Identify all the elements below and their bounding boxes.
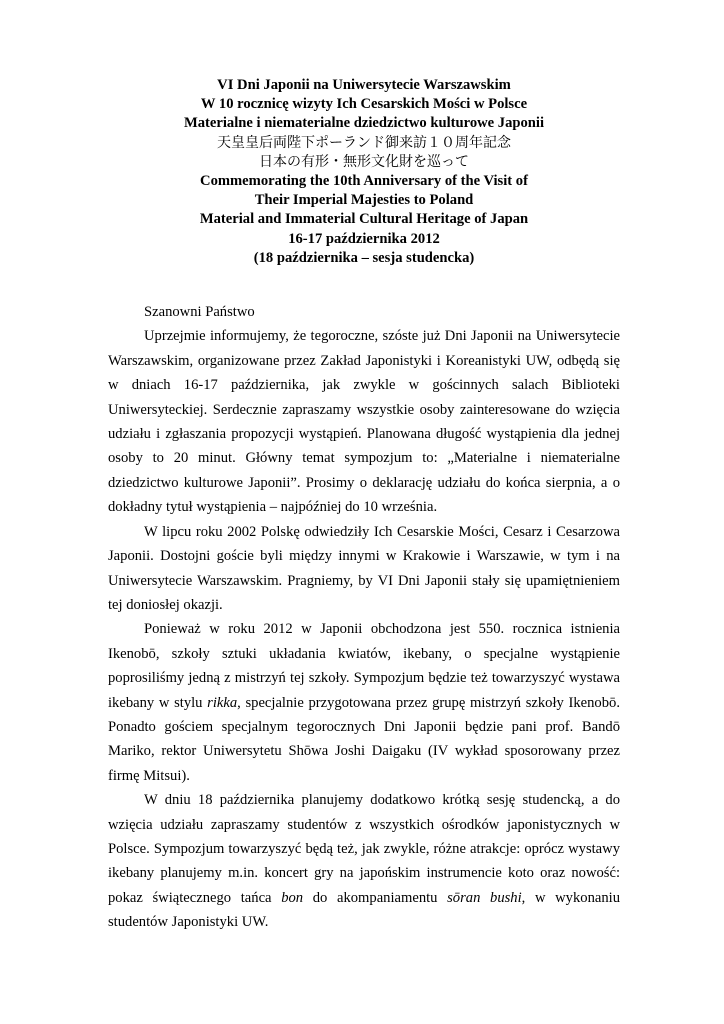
paragraph-ikenobo-text-2: , specjalnie przygotowana przez grupę mistrzyń szkoły Ikenobō. Ponadto gościem specjalnym tegorocznych Dni Japonii będzie pani prof. Bandō Mariko, rektor Uniwersytetu Shōwa Joshi Daigaku (IV wykład sposorowany przez firmę Mitsui). xyxy=(108,694,620,784)
heading-line-anniversary-en-1: Commemorating the 10th Anniversary of the Visit of xyxy=(200,173,528,190)
document-heading xyxy=(108,76,620,268)
heading-line-anniversary-en-2: Their Imperial Majesties to Poland xyxy=(254,192,474,209)
heading-line-event: VI Dni Japonii na Uniwersytecie Warszawskim xyxy=(217,77,511,93)
term-rikka: rikka xyxy=(207,694,238,711)
salutation: Szanowni Państwo xyxy=(144,304,255,321)
term-bon: bon xyxy=(281,889,304,906)
heading-line-theme-pl: Materialne i niematerialne dziedzictwo kulturowe Japonii xyxy=(183,115,545,132)
paragraph-student-text-1: W dniu 18 października planujemy dodatkowo krótką sesję studencką, a do wzięcia udziału zapraszamy studentów z wszystkich ośrodków japonistycznych w Polsce. Sympozjum towarzyszyć będą też, jak zwykle, różne atrakcje: oprócz wystawy ikebany planujemy m.in. koncert gry na japońskim instrumencie koto oraz nowość: pokaz świątecznego tańca xyxy=(108,792,620,906)
paragraph-student-text-3: , w wykonaniu studentów Japonistyki UW. xyxy=(108,889,620,931)
paragraph-student-text-2: do akompaniamentu xyxy=(303,889,448,906)
heading-line-theme-en: Material and Immaterial Cultural Heritage of Japan xyxy=(199,211,529,228)
term-soran-bushi: sōran bushi xyxy=(447,889,522,906)
heading-line-student-session: (18 października – sesja studencka) xyxy=(253,249,475,266)
heading-line-anniversary-pl: W 10 rocznicę wizyty Ich Cesarskich Mości w Polsce xyxy=(200,96,528,113)
paragraph-student-session xyxy=(108,788,620,934)
heading-line-theme-jp: 日本の有形・無形文化財を巡って xyxy=(259,153,469,170)
paragraph-ikenobo xyxy=(108,617,620,788)
paragraph-imperial-visit: W lipcu roku 2002 Polskę odwiedziły Ich Cesarskie Mości, Cesarz i Cesarzowa Japonii. Dostojni goście byli między innymi w Krakowie i Warszawie, w tym i na Uniwersytecie Warszawskim. Pragniemy, by VI Dni Japonii stały się upamiętnieniem tej doniosłej okazji. xyxy=(108,523,620,613)
heading-line-dates: 16-17 października 2012 xyxy=(288,230,440,247)
paragraph-ikenobo-text-1: Ponieważ w roku 2012 w Japonii obchodzona jest 550. rocznica istnienia Ikenobō, szkoły sztuki układania kwiatów, ikebany, o specjalne wystąpienie poprosiliśmy jedną z mistrzyń tej szkoły. Sympozjum będzie też towarzyszyć wystawa ikebany w stylu xyxy=(108,621,620,711)
paragraph-invitation: Uprzejmie informujemy, że tegoroczne, szóste już Dni Japonii na Uniwersytecie Warszawskim, organizowane przez Zakład Japonistyki i Koreanistyki UW, odbędą się w dniach 16-17 października, jak zwykle w gościnnych salach Biblioteki Uniwersyteckiej. Serdecznie zapraszamy wszystkie osoby zainteresowane do wzięcia udziału i zgłaszania propozycji wystąpień. Planowana długość wystąpienia dla jednej osoby to 20 minut. Główny temat sympozjum to: „Materialne i niematerialne dziedzictwo kulturowe Japonii”. Prosimy o deklarację udziału do końca sierpnia, a o dokładny tytuł wystąpienia – najpóźniej do 10 września. xyxy=(108,328,620,516)
letter-body xyxy=(108,300,620,935)
heading-line-anniversary-jp: 天皇皇后両陛下ポーランド御来訪１０周年記念 xyxy=(217,134,511,151)
